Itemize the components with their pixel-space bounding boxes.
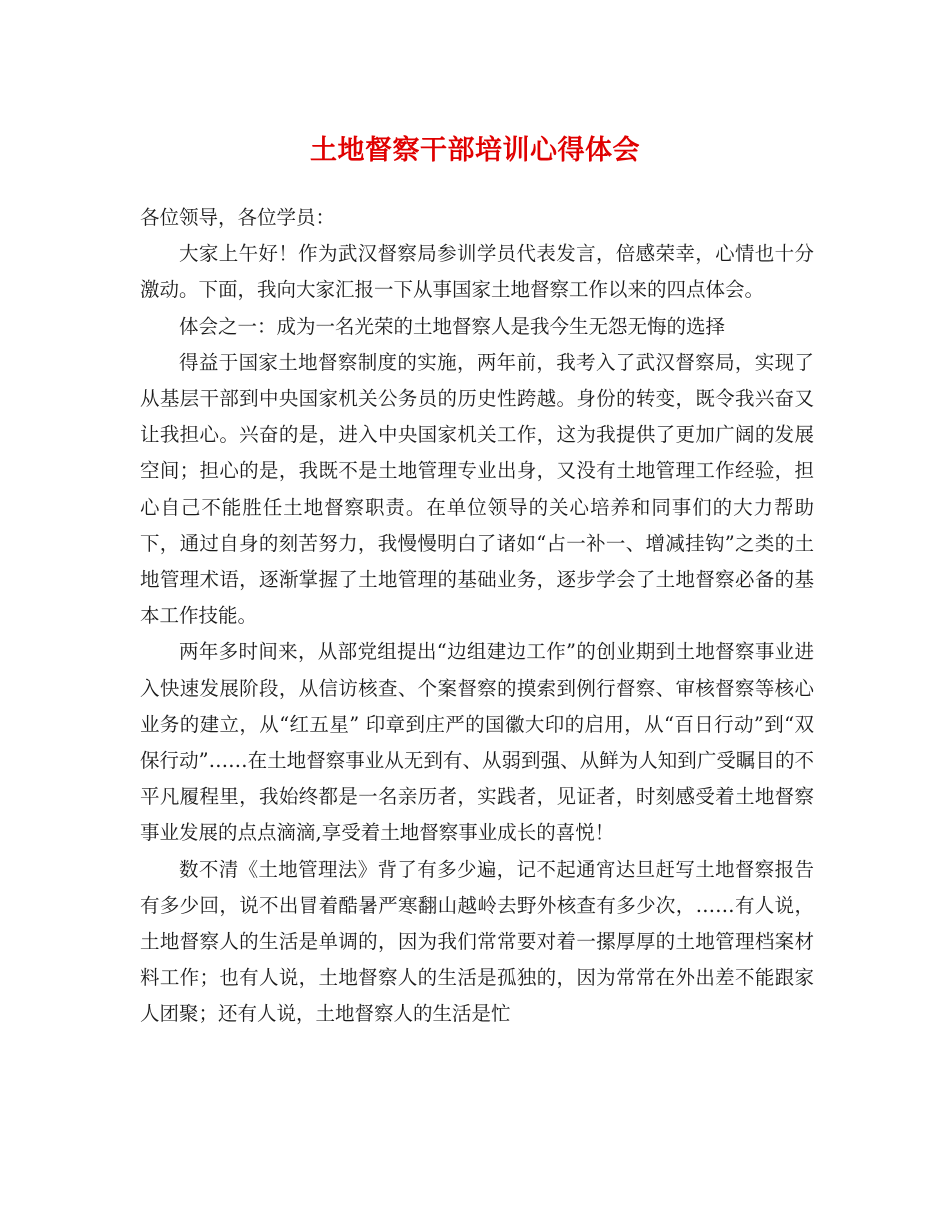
greeting-line: 各位领导，各位学员： — [140, 206, 336, 229]
paragraph: 大家上午好！作为武汉督察局参训学员代表发言，倍感荣幸，心情也十分激动。下面，我向大家汇报一下从事国家土地督察工作以来的四点体会。 — [140, 242, 814, 302]
paragraph: 得益于国家土地督察制度的实施，两年前，我考入了武汉督察局，实现了从基层干部到中央国家机关公务员的历史性跨越。身份的转变，既令我兴奋又让我担心。兴奋的是，进入中央国家机关工作，这为我提供了更加广阔的发展空间；担心的是，我既不是土地管理专业出身，又没有土地管理工作经验，担心自己不能胜任土地督察职责。在单位领导的关心培养和同事们的大力帮助下，通过自身的刻苦努力，我慢慢明白了诸如“占一补一、增减挂钩”之类的土地管理术语，逐渐掌握了土地管理的基础业务，逐步学会了土地督察必备的基本工作技能。 — [140, 350, 814, 628]
paragraph: 两年多时间来，从部党组提出“边组建边工作”的创业期到土地督察事业进入快速发展阶段，从信访核查、个案督察的摸索到例行督察、审核督察等核心业务的建立，从“红五星” 印章到庄严的国徽大印的启用，从“百日行动”到“双保行动”……在土地督察事业从无到有、从弱到强、从鲜为人知到广受瞩目的不平凡履程里，我始终都是一名亲历者，实践者，见证者，时刻感受着土地督察事业发展的点点滴滴,享受着土地督察事业成长的喜悦！ — [140, 640, 814, 845]
document-title: 土地督察干部培训心得体会 — [310, 135, 640, 166]
paragraph: 数不清《土地管理法》背了有多少遍，记不起通宵达旦赶写土地督察报告有多少回，说不出冒着酷暑严寒翻山越岭去野外核查有多少次，……有人说，土地督察人的生活是单调的，因为我们常常要对着一摞厚厚的土地管理档案材料工作；也有人说，土地督察人的生活是孤独的，因为常常在外出差不能跟家人团聚；还有人说，土地督察人的生活是忙 — [140, 857, 814, 1026]
section-heading: 体会之一：成为一名光荣的土地督察人是我今生无怨无悔的选择 — [179, 314, 726, 338]
document-body — [140, 200, 814, 1033]
